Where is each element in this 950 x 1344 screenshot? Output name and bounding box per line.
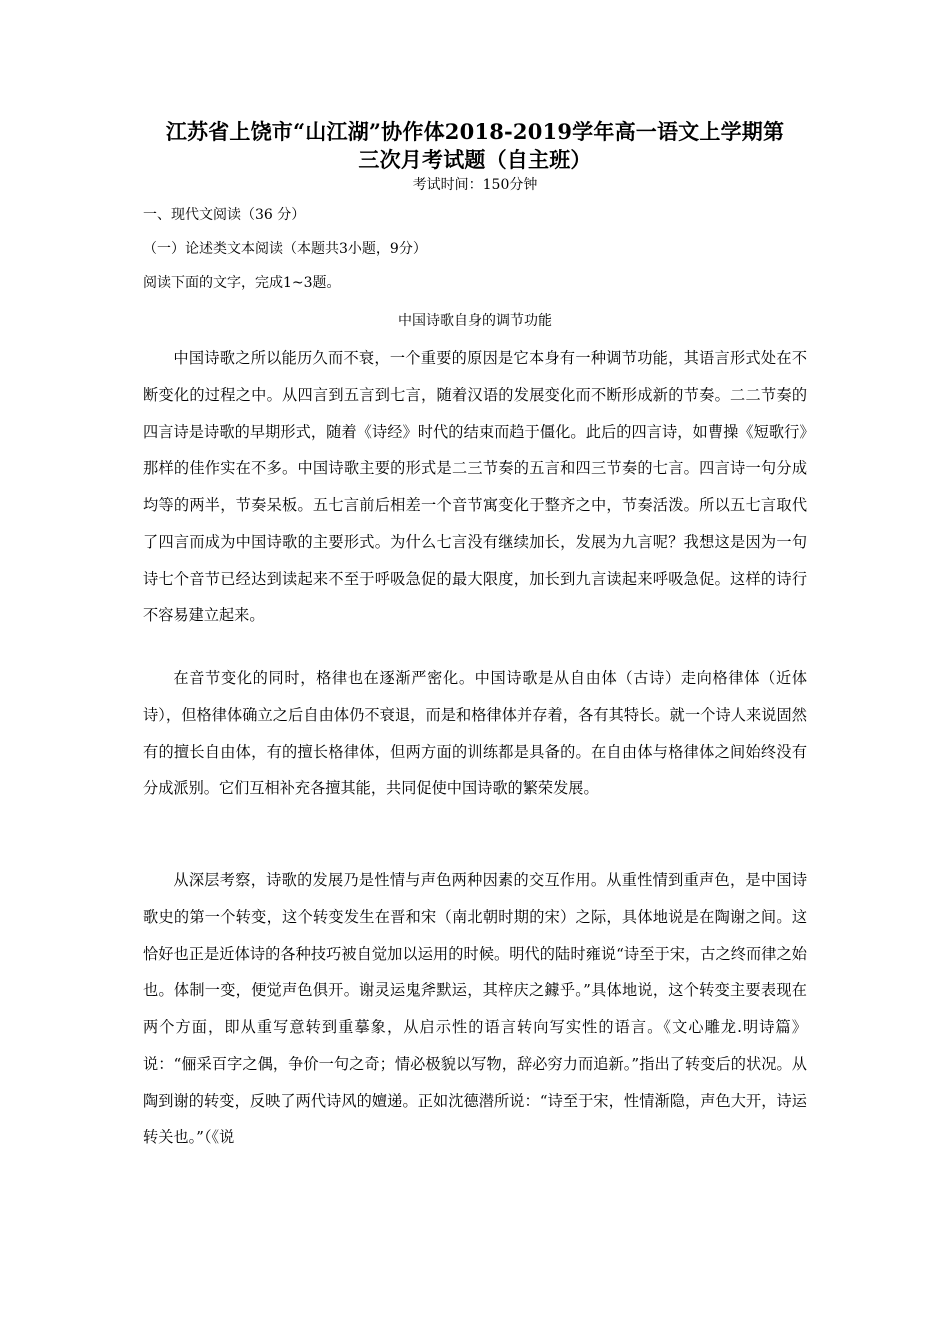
reading-instruction: 阅读下面的文字，完成1~3题。	[143, 275, 341, 291]
passage-title: 中国诗歌自身的调节功能	[398, 313, 552, 329]
passage-paragraph-3: 从深层考察，诗歌的发展乃是性情与声色两种因素的交互作用。从重性情到重声色，是中国诗歌史的第一个转变，这个转变发生在晋和宋（南北朝时期的宋）之际，具体地说是在陶谢之间。这恰好也正是近体诗的各种技巧被自觉加以运用的时候。明代的陆时雍说“诗至于宋，古之终而律之始也。体制一变，便觉声色俱开。谢灵运鬼斧默运，其梓庆之鐻乎。”具体地说，这个转变主要表现在两个方面，即从重写意转到重摹象，从启示性的语言转向写实性的语言。《文心雕龙.明诗篇》说：“俪采百字之偶，争价一句之奇；情必极貌以写物，辞必穷力而追新。”指出了转变后的状况。从陶到谢的转变，反映了两代诗风的嬗递。正如沈德潜所说：“诗至于宋，性情渐隐，声色大开，诗运转关也。”（《说	[143, 871, 807, 1147]
passage-paragraph-2: 在音节变化的同时，格律也在逐渐严密化。中国诗歌是从自由体（古诗）走向格律体（近体诗），但格律体确立之后自由体仍不衰退，而是和格律体并存着，各有其特长。就一个诗人来说固然有的擅长自由体，有的擅长格律体，但两方面的训练都是具备的。在自由体与格律体之间始终没有分成派别。它们互相补充各擅其能，共同促使中国诗歌的繁荣发展。	[143, 669, 807, 798]
subsection-heading: （一）论述类文本阅读（本题共3小题，9分）	[143, 241, 427, 257]
document-title-line-2: 三次月考试题（自主班）	[358, 147, 592, 172]
document-title-line-1: 江苏省上饶市“山江湖”协作体2018-2019学年高一语文上学期第	[165, 119, 785, 144]
exam-time: 考试时间：150分钟	[412, 177, 538, 193]
passage-paragraph-1: 中国诗歌之所以能历久而不衰，一个重要的原因是它本身有一种调节功能，其语言形式处在不断变化的过程之中。从四言到五言到七言，随着汉语的发展变化而不断形成新的节奏。二二节奏的四言诗是诗歌的早期形式，随着《诗经》时代的结束而趋于僵化。此后的四言诗，如曹操《短歌行》那样的佳作实在不多。中国诗歌主要的形式是二三节奏的五言和四三节奏的七言。四言诗一句分成均等的两半，节奏呆板。五七言前后相差一个音节寓变化于整齐之中，节奏活泼。所以五七言取代了四言而成为中国诗歌的主要形式。为什么七言没有继续加长，发展为九言呢？我想这是因为一句诗七个音节已经达到读起来不至于呼吸急促的最大限度，加长到九言读起来呼吸急促。这样的诗行不容易建立起来。	[143, 349, 807, 625]
section-heading: 一、现代文阅读（36 分）	[143, 207, 306, 223]
